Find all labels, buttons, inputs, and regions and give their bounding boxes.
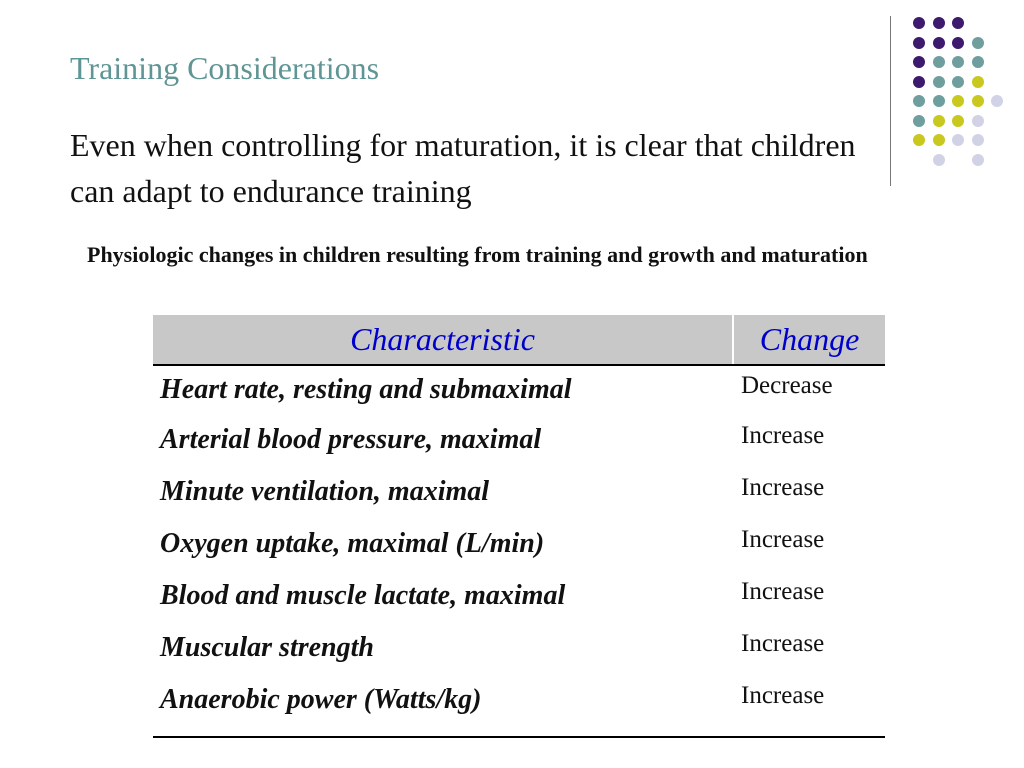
decorative-dot — [933, 115, 945, 127]
change-cell: Increase — [741, 422, 825, 449]
decorative-dot — [972, 95, 984, 107]
decorative-dot — [972, 154, 984, 166]
decorative-dot — [972, 134, 984, 146]
slide-subtitle: Even when controlling for maturation, it is clear that children can adapt to endurance training — [70, 127, 856, 209]
decorative-dot — [952, 56, 964, 68]
decorative-dot — [913, 95, 925, 107]
table-header-row — [153, 315, 885, 365]
decorative-dot — [933, 134, 945, 146]
change-cell: Increase — [741, 630, 825, 657]
decorative-dot — [933, 76, 945, 88]
decorative-dot — [952, 76, 964, 88]
table-row — [153, 630, 885, 682]
decorative-dot — [952, 134, 964, 146]
decorative-dot-grid — [0, 0, 1024, 200]
decorative-dot — [933, 56, 945, 68]
characteristic-cell: Anaerobic power (Watts/kg) — [153, 682, 733, 737]
decorative-dot — [972, 37, 984, 49]
characteristic-cell: Muscular strength — [160, 632, 374, 663]
slide-title: Training Considerations — [70, 50, 380, 86]
decorative-dot — [913, 56, 925, 68]
table-caption: Physiologic changes in children resulting from training and growth and maturation — [87, 242, 868, 267]
decorative-dot — [933, 154, 945, 166]
change-cell: Increase — [733, 682, 885, 737]
decorative-dot — [913, 17, 925, 29]
decorative-dot — [952, 17, 964, 29]
table-row — [153, 682, 885, 737]
physiologic-changes-table — [153, 315, 885, 738]
decorative-dot — [972, 56, 984, 68]
table-row — [153, 474, 885, 526]
decorative-dot — [952, 95, 964, 107]
decorative-dot — [913, 37, 925, 49]
change-cell: Increase — [741, 578, 825, 605]
table-row — [153, 526, 885, 578]
decorative-dot — [991, 95, 1003, 107]
decorative-dot — [933, 37, 945, 49]
decorative-dot — [972, 115, 984, 127]
decorative-dot — [913, 134, 925, 146]
change-cell: Decrease — [741, 372, 833, 399]
table-row — [153, 422, 885, 474]
characteristic-cell: Oxygen uptake, maximal (L/min) — [160, 528, 545, 559]
change-cell: Increase — [741, 526, 825, 553]
table-row — [153, 578, 885, 630]
decorative-dot — [952, 115, 964, 127]
decorative-dot — [933, 95, 945, 107]
decorative-vertical-divider — [890, 16, 891, 186]
characteristic-cell: Minute ventilation, maximal — [160, 476, 490, 507]
change-cell: Increase — [741, 474, 825, 501]
characteristic-cell: Arterial blood pressure, maximal — [160, 424, 542, 455]
header-characteristic: Characteristic — [153, 315, 733, 365]
decorative-dot — [972, 76, 984, 88]
decorative-dot — [913, 76, 925, 88]
decorative-dot — [913, 115, 925, 127]
table-row — [153, 365, 885, 422]
characteristic-cell: Heart rate, resting and submaximal — [160, 374, 572, 405]
decorative-dot — [952, 37, 964, 49]
characteristic-cell: Blood and muscle lactate, maximal — [160, 580, 566, 611]
decorative-dot — [933, 17, 945, 29]
header-change: Change — [733, 315, 885, 365]
